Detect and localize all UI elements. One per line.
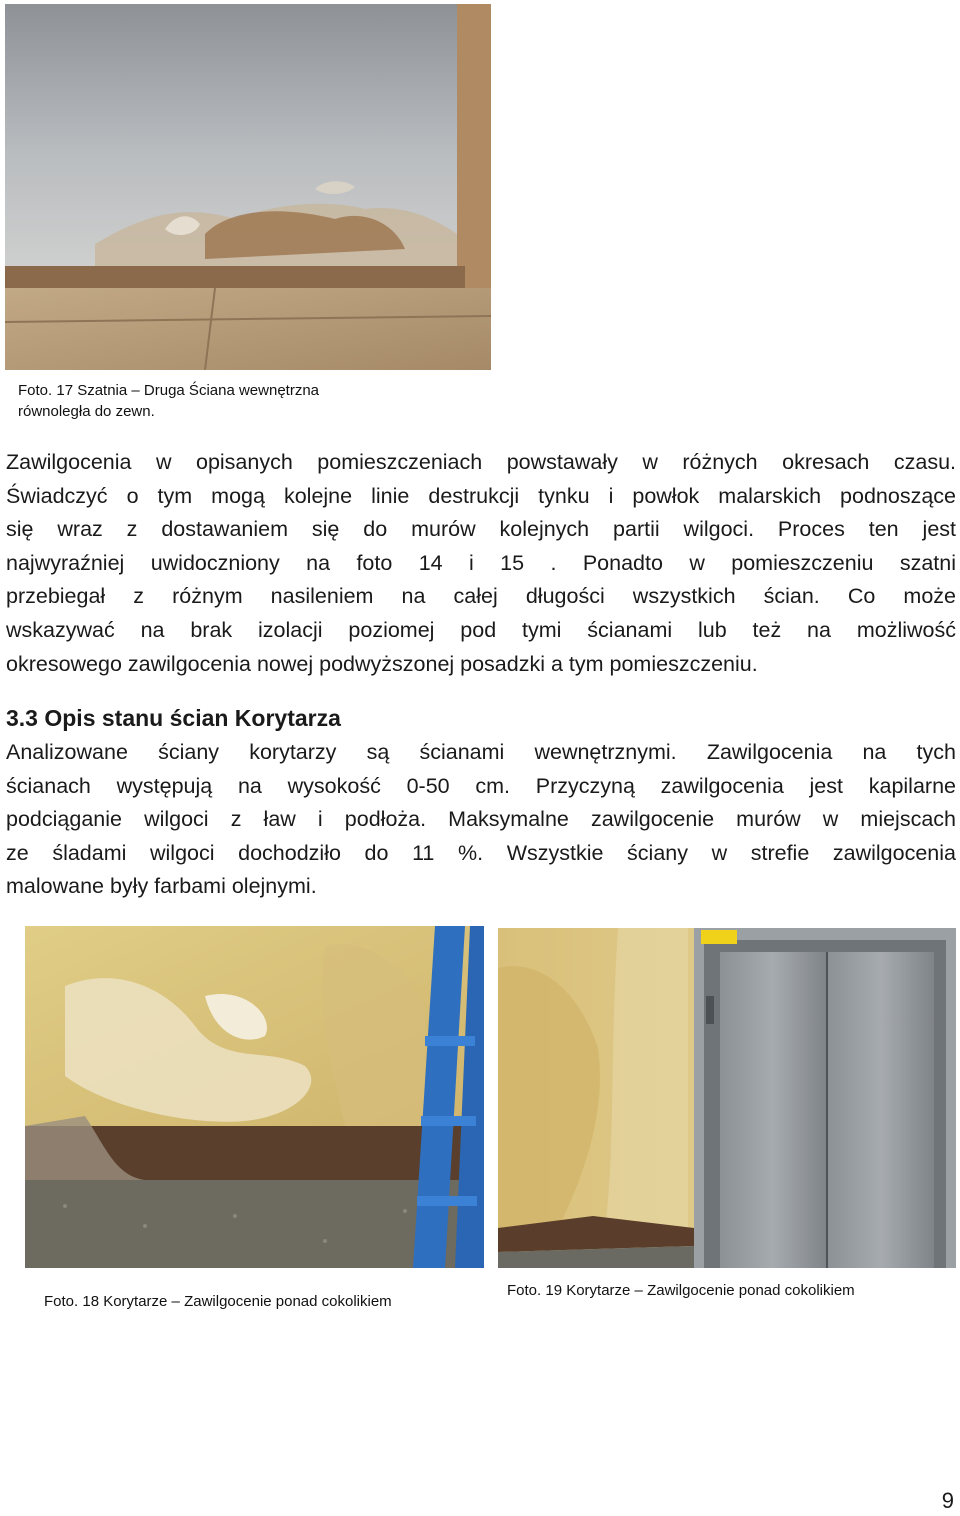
- paragraph-line: ścianach występują na wysokość 0-50 cm. Przyczyną zawilgocenia jest kapilarne: [6, 773, 956, 798]
- paragraph-line: podciąganie wilgoci z ław i podłoża. Maksymalne zawilgocenie murów w miejscach: [6, 807, 956, 832]
- section-heading: 3.3 Opis stanu ścian Korytarza: [6, 705, 341, 731]
- paragraph-line: okresowego zawilgocenia nowej podwyższonej posadzki a tym pomieszczeniu.: [6, 651, 758, 676]
- paragraph-line: Świadczyć o tym mogą kolejne linie destrukcji tynku i powłok malarskich podnoszące: [6, 483, 956, 508]
- paragraph-line: przebiegał z różnym nasileniem na całej długości wszystkich ścian. Co może: [6, 584, 956, 609]
- paragraph-line: najwyraźniej uwidoczniony na foto 14 i 15 . Ponadto w pomieszczeniu szatni: [6, 550, 956, 575]
- photo-17-caption-line1: Foto. 17 Szatnia – Druga Ściana wewnętrzna: [18, 382, 320, 399]
- paragraph-line: Analizowane ściany korytarzy są ścianami wewnętrznymi. Zawilgocenia na tych: [6, 740, 956, 764]
- photo-17-caption-line2: równoległa do zewn.: [18, 403, 155, 420]
- page-number: 9: [941, 1488, 954, 1513]
- moisture-description-paragraph: [6, 446, 956, 681]
- corridor-walls-paragraph: [6, 736, 956, 904]
- paragraph-line: wskazywać na brak izolacji poziomej pod tymi ścianami lub też na możliwość: [6, 617, 956, 642]
- paragraph-line: się wraz z dostawaniem się do murów kolejnych partii wilgoci. Proces ten jest: [6, 517, 956, 542]
- photo-19-elevator-corridor: [498, 928, 956, 1268]
- photo-18-caption: Foto. 18 Korytarze – Zawilgocenie ponad cokolikiem: [44, 1293, 392, 1310]
- paragraph-line: Zawilgocenia w opisanych pomieszczeniach powstawały w różnych okresach czasu.: [6, 450, 956, 474]
- paragraph-line: malowane były farbami olejnymi.: [6, 874, 317, 899]
- paragraph-line: ze śladami wilgoci dochodziło do 11 %. Wszystkie ściany w strefie zawilgocenia: [6, 840, 956, 865]
- photo-17-caption: [18, 380, 319, 422]
- photo-18-corridor-wall: [25, 926, 484, 1268]
- photo-19-caption: Foto. 19 Korytarze – Zawilgocenie ponad cokolikiem: [507, 1282, 855, 1299]
- photo-17-locker-room-wall: [5, 4, 491, 370]
